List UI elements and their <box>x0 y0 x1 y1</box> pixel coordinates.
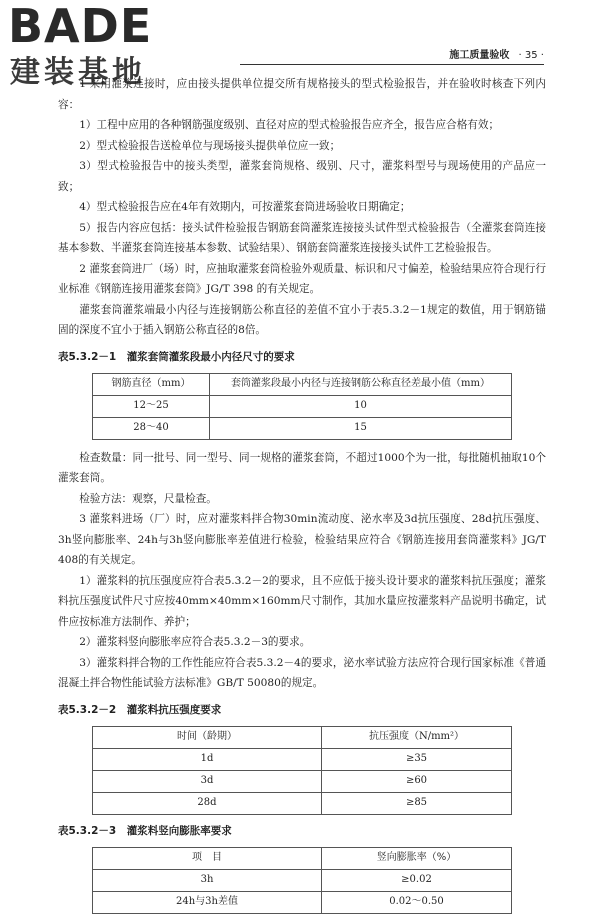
list-item: 2）型式检验报告送检单位与现场接头提供单位应一致； <box>79 139 341 152</box>
paragraph-8: 2）灌浆料竖向膨胀率应符合表5.3.2－3的要求。 <box>79 636 311 648</box>
table-row <box>93 770 512 792</box>
table-cell: ≥60 <box>322 770 512 792</box>
table-3-caption: 表5.3.2－3 灌浆料竖向膨胀率要求 <box>58 824 232 837</box>
table-cell: 3d <box>93 770 322 792</box>
list-item: 4）型式检验报告应在4年有效期内，可按灌浆套筒进场验收日期确定； <box>79 201 411 213</box>
paragraph-7: 1）灌浆料的抗压强度应符合表5.3.2－2的要求，且不应低于接头设计要求的灌浆料抗压强度；灌浆料抗压强度试件尺寸应按40mm×40mm×160mm尺寸制作，其加水量应按灌浆料产品说明书确定，试件应按标准方法制作、养护； <box>58 574 546 628</box>
paragraph-4: 检查数量：同一批号、同一型号、同一规格的灌浆套筒，不超过1000个为一批，每批随机抽取10个灌浆套筒。 <box>58 451 546 484</box>
table-header-cell: 套筒灌浆段最小内径与连接钢筋公称直径差最小值（mm） <box>210 374 512 396</box>
paragraph-5: 检验方法：观察，尺量检查。 <box>79 492 217 505</box>
table-cell: 28～40 <box>93 417 210 439</box>
header-section: 施工质量验收 <box>449 50 510 61</box>
table-cell: 12～25 <box>93 395 210 417</box>
table-row <box>93 792 512 814</box>
table-cell: 28d <box>93 792 322 814</box>
paragraph-9: 3）灌浆料拌合物的工作性能应符合表5.3.2－4的要求，泌水率试验方法应符合现行国家标准《普通混凝土拌合物性能试验方法标准》GB/T 50080的规定。 <box>58 656 546 689</box>
table-cell: ≥35 <box>322 748 512 770</box>
table-header-cell: 竖向膨胀率（%） <box>322 848 512 870</box>
table-2-caption: 表5.3.2－2 灌浆料抗压强度要求 <box>58 703 222 716</box>
paragraph-2: 2 灌浆套筒进厂（场）时，应抽取灌浆套筒检验外观质量、标识和尺寸偏差，检验结果应符合现行行业标准《钢筋连接用灌浆套筒》JG/T 398 的有关规定。 <box>58 262 546 295</box>
table-header-row <box>93 727 512 749</box>
table-row <box>93 869 512 891</box>
paragraph-1: 1 采用灌浆连接时，应由接头提供单位提交所有规格接头的型式检验报告，并在验收时核查下列内容： <box>58 78 546 111</box>
table-header-cell: 抗压强度（N/mm²） <box>322 727 512 749</box>
paragraph-6: 3 灌浆料进场（厂）时，应对灌浆料拌合物30min流动度、泌水率及3d抗压强度、28d抗压强度、3h竖向膨胀率、24h与3h竖向膨胀率差值进行检验，检验结果应符合《钢筋连接用套筒灌浆料》JG/T 408的有关规定。 <box>58 513 546 566</box>
table-cell: 15 <box>210 417 512 439</box>
list-item: 5）报告内容应包括：接头试件检验报告钢筋套筒灌浆连接接头试件型式检验报告（全灌浆套筒连接基本参数、半灌浆套筒连接基本参数、试验结果）、钢筋套筒灌浆连接接头试件工艺检验报告。 <box>58 221 546 254</box>
table-cell: 24h与3h差值 <box>93 891 322 913</box>
paragraph-3: 灌浆套筒灌浆端最小内径与连接钢筋公称直径的差值不宜小于表5.3.2－1规定的数值，用于钢筋锚固的深度不宜小于插入钢筋公称直径的8倍。 <box>58 303 546 336</box>
running-header <box>240 46 544 65</box>
table-header-row <box>93 374 512 396</box>
table-cell: 0.02～0.50 <box>322 891 512 913</box>
table-cell: 3h <box>93 869 322 891</box>
table-header-cell: 时间（龄期） <box>93 727 322 749</box>
table-header-cell: 项 目 <box>93 848 322 870</box>
table-cell: ≥85 <box>322 792 512 814</box>
table-2 <box>92 726 512 815</box>
list-item: 3）型式检验报告中的接头类型，灌浆套筒规格、级别、尺寸，灌浆料型号与现场使用的产品应一致； <box>58 160 546 193</box>
table-3 <box>92 847 512 914</box>
table-cell: ≥0.02 <box>322 869 512 891</box>
table-row <box>93 891 512 913</box>
table-header-row <box>93 848 512 870</box>
list-item: 1）工程中应用的各种钢筋强度级别、直径对应的型式检验报告应齐全，报告应合格有效； <box>79 119 500 131</box>
table-row <box>93 748 512 770</box>
logo-bade: BADE <box>8 0 153 53</box>
table-header-cell: 钢筋直径（mm） <box>93 374 210 396</box>
document-body <box>58 74 546 914</box>
table-row <box>93 417 512 439</box>
table-1-caption: 表5.3.2－1 灌浆套筒灌浆段最小内径尺寸的要求 <box>58 350 295 363</box>
table-row <box>93 395 512 417</box>
page-number: · 35 · <box>518 50 544 61</box>
table-cell: 10 <box>210 395 512 417</box>
logo-chinese: 建装基地 <box>10 55 146 90</box>
table-cell: 1d <box>93 748 322 770</box>
table-1 <box>92 373 512 440</box>
